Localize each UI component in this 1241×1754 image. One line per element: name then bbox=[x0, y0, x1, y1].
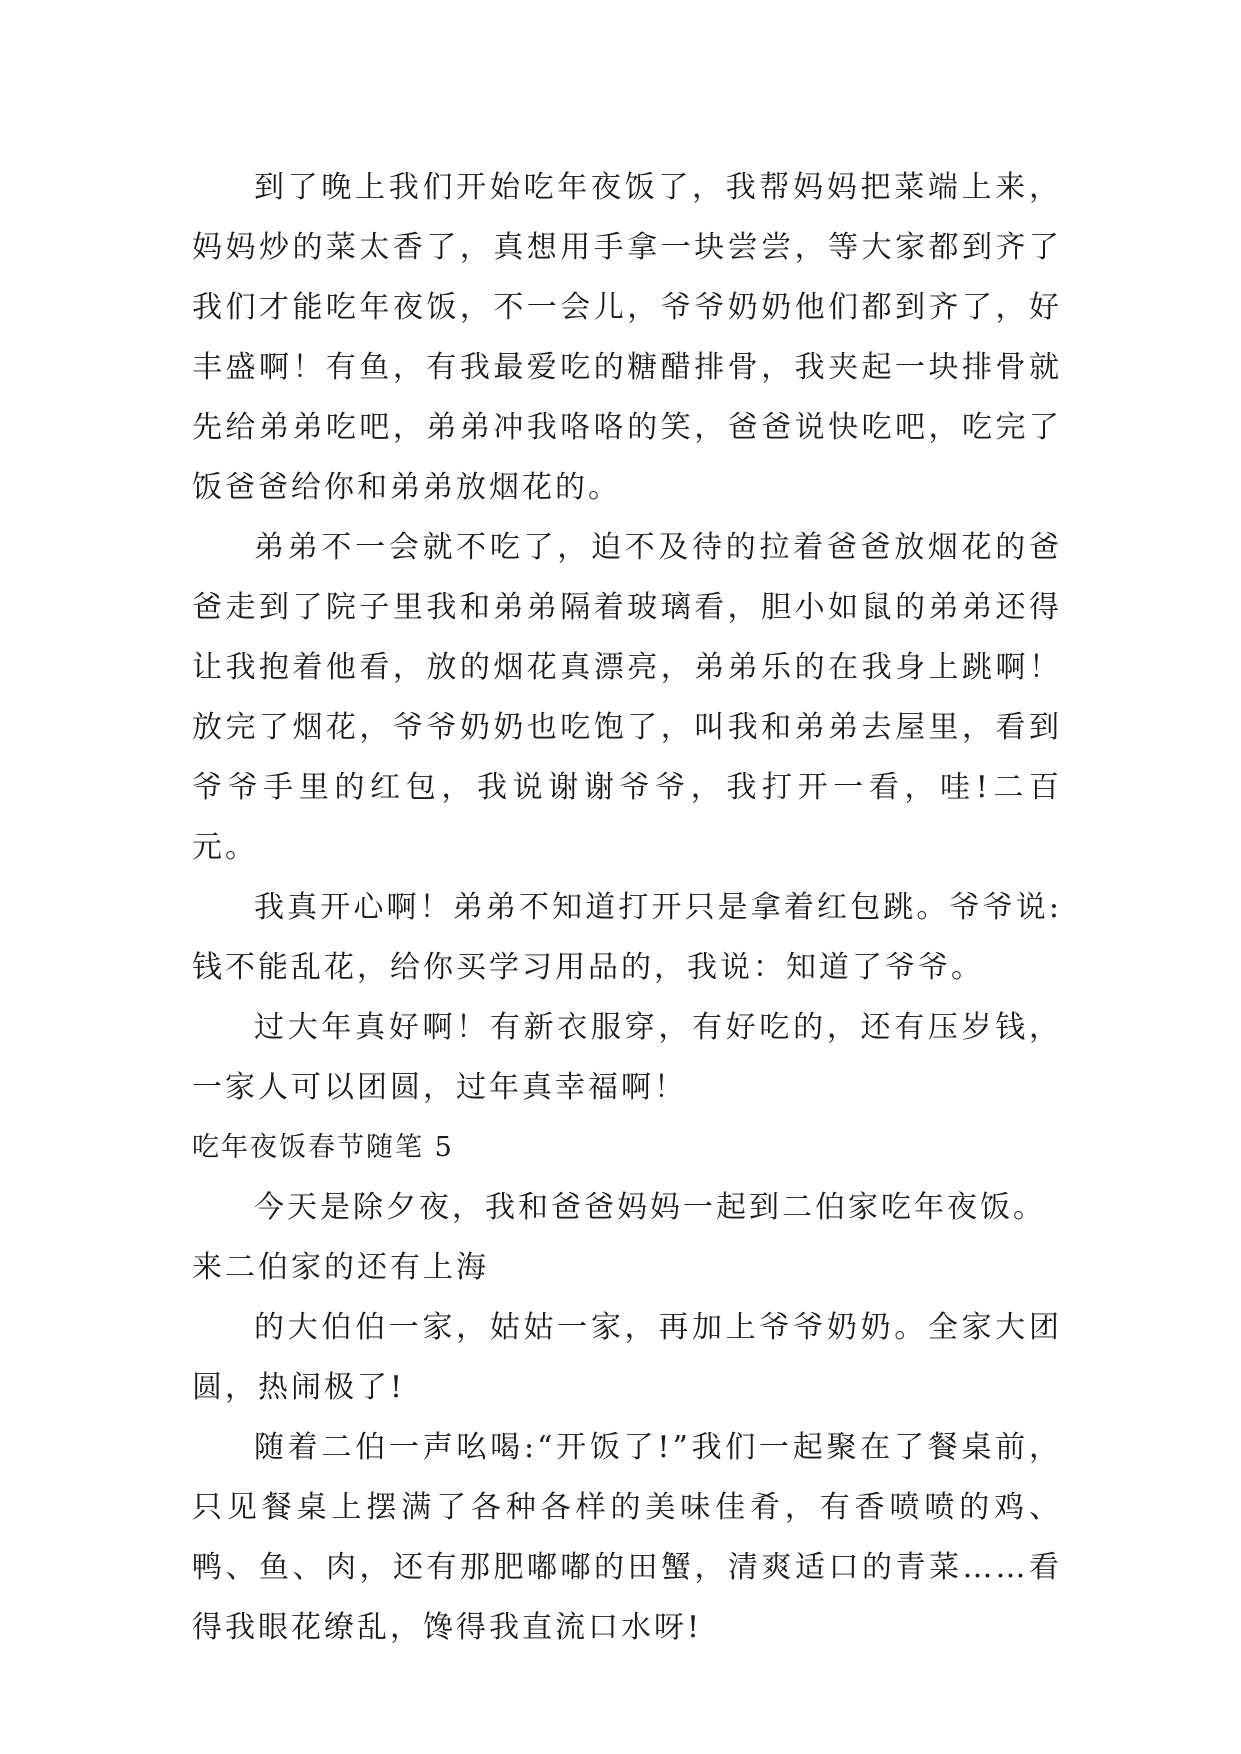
document-body bbox=[192, 158, 1062, 1658]
paragraph-shanghai-fragment: 来二伯家的还有上海 bbox=[192, 1250, 489, 1285]
paragraph-dinner-table: 随着二伯一声吆喝:“开饭了!”我们一起聚在了餐桌前，只见餐桌上摆满了各种各样的美味佳肴，有香喷喷的鸡、鸭、鱼、肉，还有那肥嘟嘟的田蟹，清爽适口的青菜……看得我眼花缭乱，馋得我直流口水呀! bbox=[192, 1430, 1062, 1645]
paragraph-red-envelope: 我真开心啊！弟弟不知道打开只是拿着红包跳。爷爷说:钱不能乱花，给你买学习用品的，我说：知道了爷爷。 bbox=[192, 890, 1062, 985]
paragraph-fireworks: 弟弟不一会就不吃了，迫不及待的拉着爸爸放烟花的爸爸走到了院子里我和弟弟隔着玻璃看，胆小如鼠的弟弟还得让我抱着他看，放的烟花真漂亮，弟弟乐的在我身上跳啊！放完了烟花，爷爷奶奶也吃饱了，叫我和弟弟去屋里，看到爷爷手里的红包，我说谢谢爷爷，我打开一看，哇!二百元。 bbox=[192, 530, 1062, 865]
paragraph-new-years-eve: 今天是除夕夜，我和爸爸妈妈一起到二伯家吃年夜饭。 bbox=[254, 1190, 1046, 1225]
paragraph-happy-new-year: 过大年真好啊！有新衣服穿，有好吃的，还有压岁钱，一家人可以团圆，过年真幸福啊！ bbox=[192, 1010, 1062, 1105]
section-heading: 吃年夜饭春节随笔 5 bbox=[192, 1132, 454, 1163]
paragraph-dinner: 到了晚上我们开始吃年夜饭了，我帮妈妈把菜端上来，妈妈炒的菜太香了，真想用手拿一块尝尝，等大家都到齐了我们才能吃年夜饭，不一会儿，爷爷奶奶他们都到齐了，好丰盛啊！有鱼，有我最爱吃的糖醋排骨，我夹起一块排骨就先给弟弟吃吧，弟弟冲我咯咯的笑，爸爸说快吃吧，吃完了饭爸爸给你和弟弟放烟花的。 bbox=[192, 170, 1062, 505]
paragraph-family-reunion: 的大伯伯一家，姑姑一家，再加上爷爷奶奶。全家大团圆，热闹极了! bbox=[192, 1310, 1062, 1405]
